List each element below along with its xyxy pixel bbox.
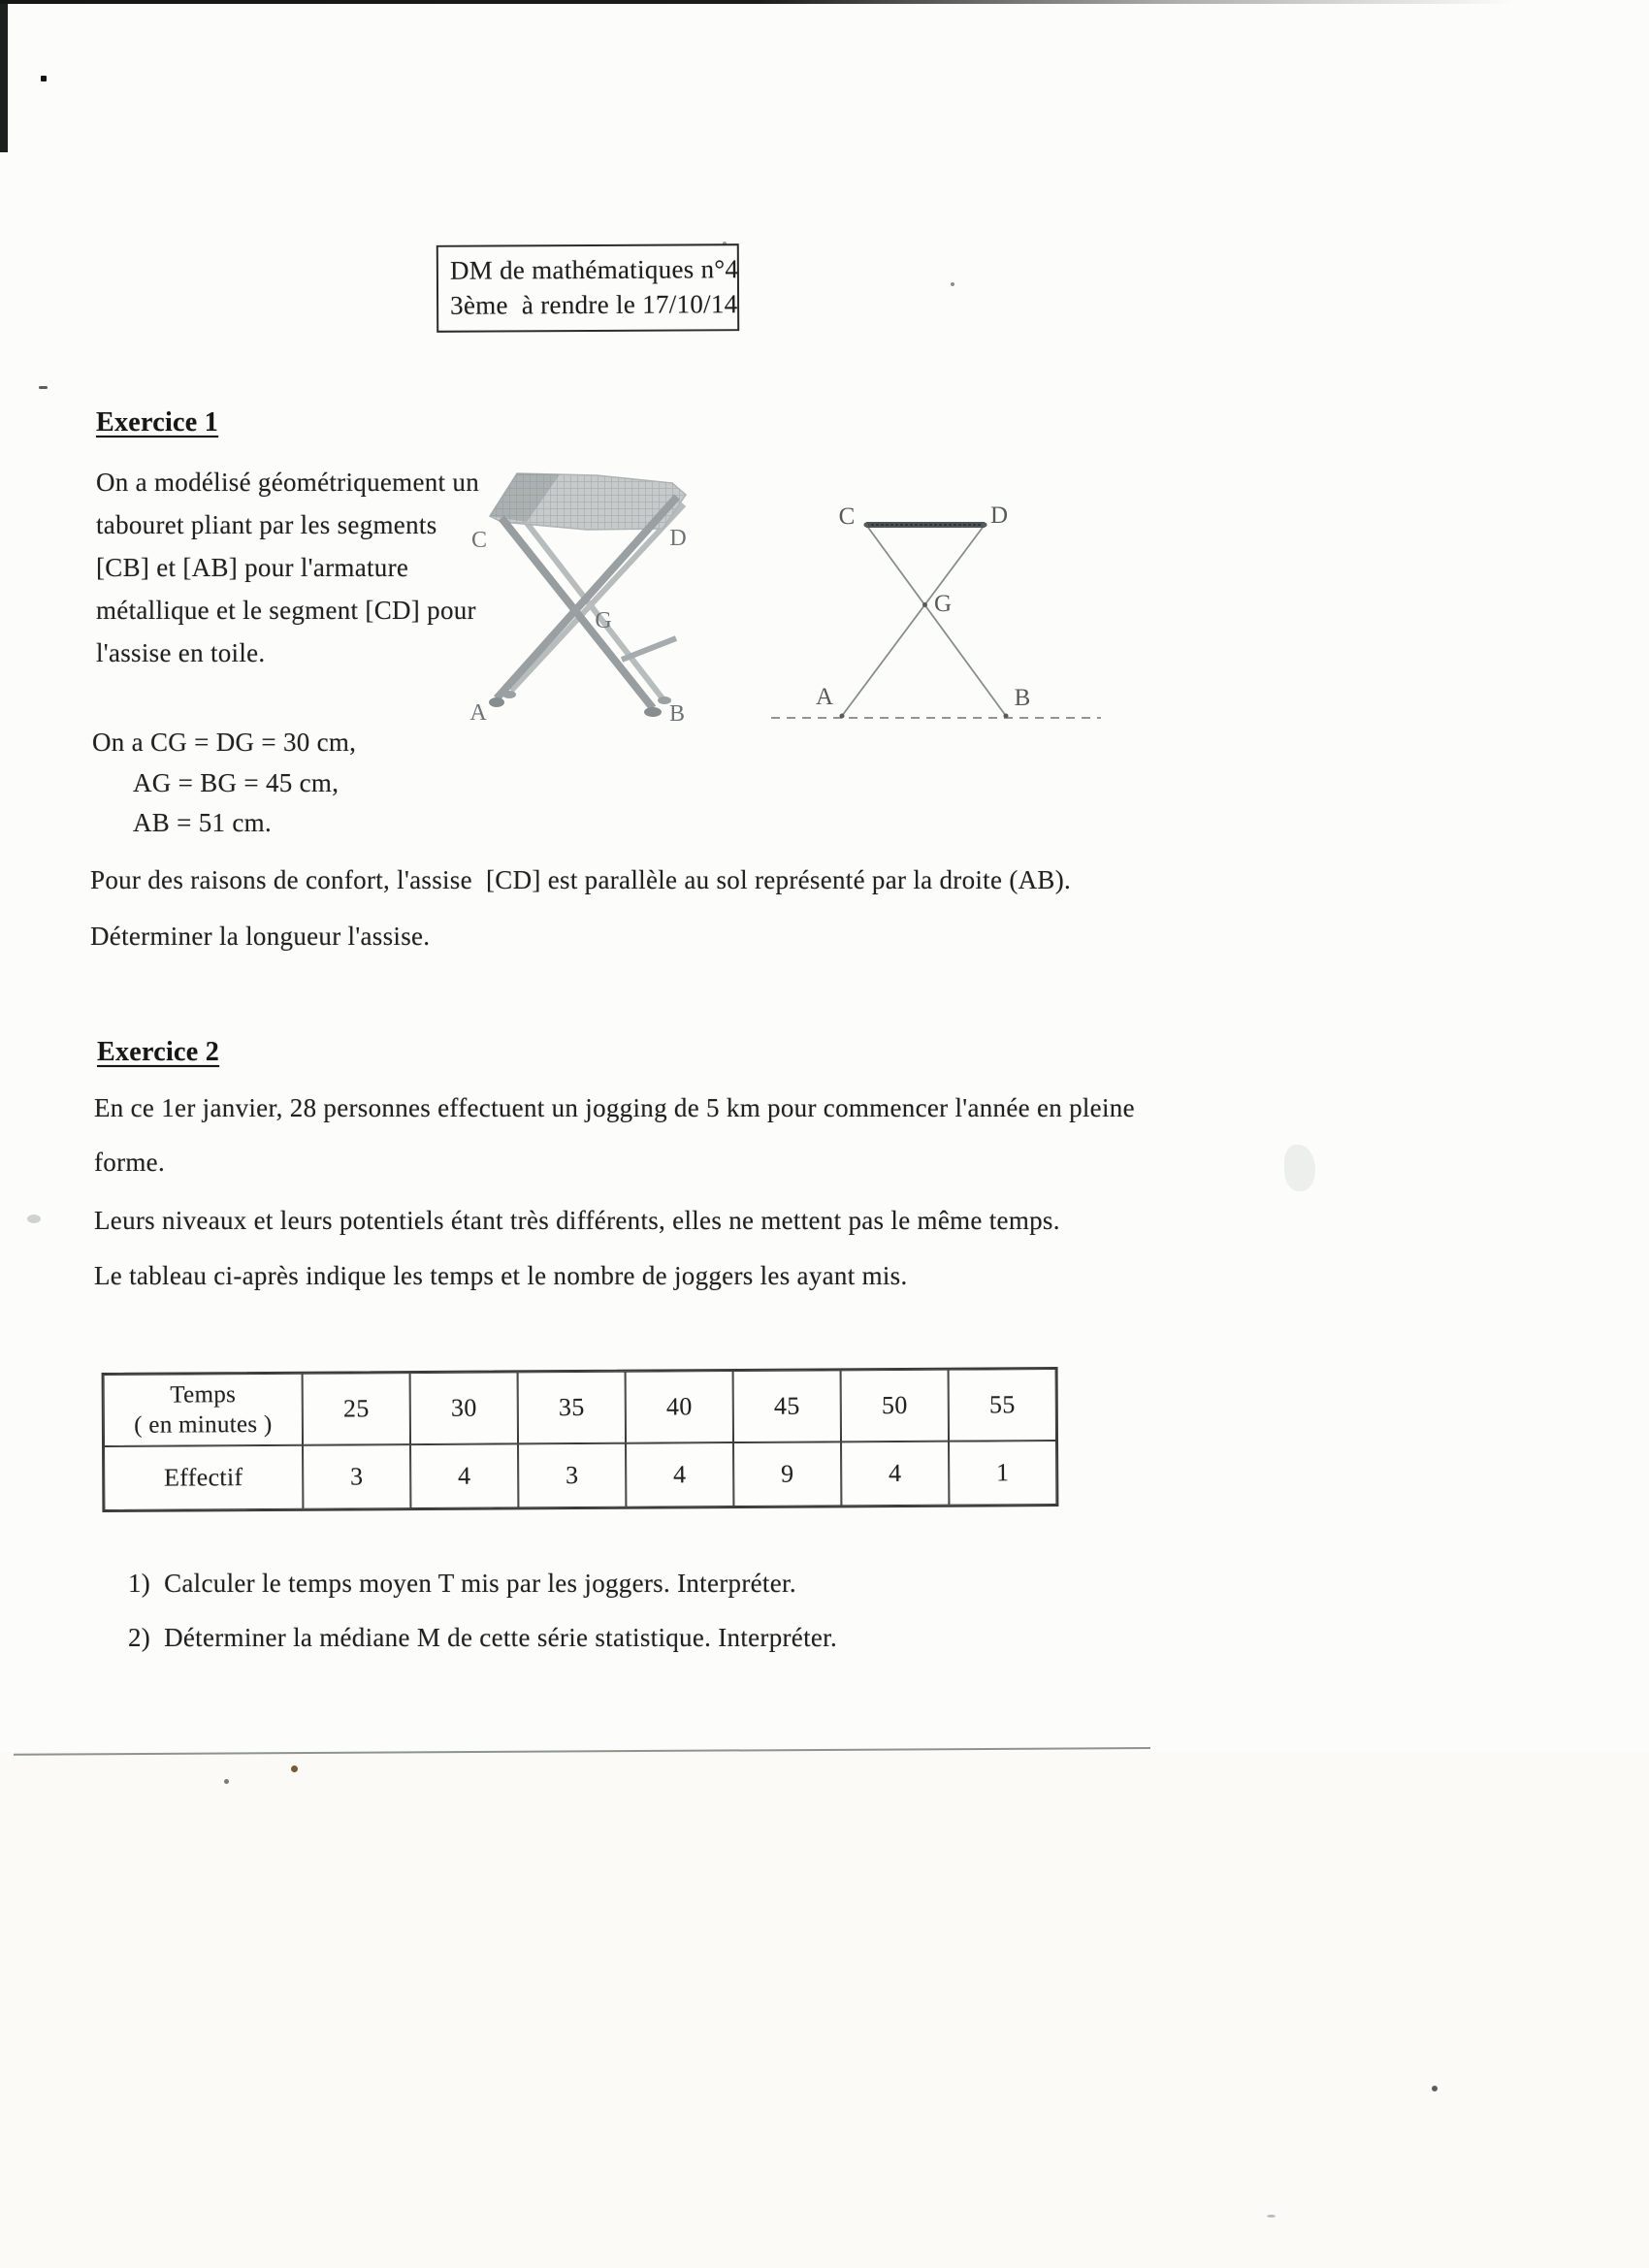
- exercise1-heading: Exercice 1: [96, 407, 219, 437]
- underlying-sheet: [0, 1752, 1649, 2268]
- intro-line: l'assise en toile.: [96, 638, 266, 667]
- table-time-cell: 25: [303, 1373, 410, 1445]
- photo-label-C: C: [470, 528, 488, 553]
- point-G: [922, 602, 927, 607]
- table-effectif-cell: 1: [949, 1441, 1056, 1506]
- diagram-label-D: D: [989, 502, 1009, 529]
- geometry-diagram: [766, 490, 1106, 737]
- table-effectif-cell: 4: [410, 1443, 518, 1508]
- point-C: [864, 523, 869, 528]
- stool-photo-figure: [441, 454, 737, 750]
- ink-speck: [41, 76, 47, 81]
- photo-label-D: D: [669, 526, 687, 551]
- diagram-label-C: C: [838, 503, 856, 530]
- table-header-effectif: Effectif: [104, 1445, 303, 1510]
- diagram-label-G: G: [933, 591, 953, 617]
- scan-top-edge-line: [0, 0, 1513, 4]
- exercise2-heading: Exercice 2: [97, 1037, 220, 1067]
- intro-line: [CB] et [AB] pour l'armature: [96, 553, 409, 582]
- table-effectif-cell: 9: [733, 1442, 841, 1507]
- ink-speck: [224, 1779, 229, 1784]
- table-header-line1: Temps: [170, 1381, 237, 1409]
- point-B: [1004, 714, 1009, 719]
- scan-left-edge-strip: [0, 4, 8, 152]
- intro-line: On a modélisé géométriquement un: [96, 468, 479, 497]
- exercise2-paragraph2: Leurs niveaux et leurs potentiels étant très différents, elles ne mettent pas le même temps.: [94, 1206, 1060, 1235]
- table-effectif-cell: 3: [303, 1444, 410, 1509]
- question-2-text: Déterminer la médiane M de cette série statistique. Interpréter.: [164, 1623, 838, 1652]
- table-time-cell: 35: [518, 1372, 626, 1444]
- table-time-cell: 50: [841, 1370, 949, 1442]
- point-A: [840, 714, 845, 719]
- ink-speck: [39, 386, 48, 389]
- stool-side-bar: [622, 638, 676, 660]
- ink-speck: [1432, 2086, 1438, 2091]
- ink-speck: [951, 282, 954, 286]
- exercise2-paragraph3: Le tableau ci-après indique les temps et le nombre de joggers les ayant mis.: [94, 1261, 908, 1290]
- table-effectif-cell: 4: [841, 1442, 949, 1507]
- stool-foot: [489, 697, 504, 707]
- given-measure-2: AG = BG = 45 cm,: [133, 768, 340, 797]
- question-2: [128, 1621, 837, 1654]
- exercise2-paragraph1-line1: En ce 1er janvier, 28 personnes effectuent un jogging de 5 km pour commencer l'année en pleine: [94, 1093, 1135, 1122]
- question-1: [128, 1567, 796, 1600]
- ink-speck: [1284, 1145, 1315, 1191]
- table-effectif-cell: 3: [518, 1443, 626, 1508]
- table-header-line2: ( en minutes ): [134, 1410, 273, 1439]
- exercise1-note: Pour des raisons de confort, l'assise [CD] est parallèle au sol représenté par la droite (AB).: [90, 865, 1072, 894]
- photo-label-G: G: [595, 608, 612, 633]
- diagram-label-A: A: [815, 684, 834, 710]
- ink-speck: [291, 1766, 298, 1772]
- exercise1-task: Déterminer la longueur l'assise.: [90, 922, 431, 951]
- given-measure-1: On a CG = DG = 30 cm,: [92, 728, 357, 757]
- table-time-cell: 40: [626, 1371, 733, 1443]
- homework-title: DM de mathématiques n°4: [449, 254, 739, 285]
- table-header-temps: [104, 1374, 303, 1446]
- table-time-cell: 45: [733, 1370, 841, 1442]
- ink-speck: [27, 1215, 41, 1223]
- exercise2-paragraph1-line2: forme.: [94, 1148, 166, 1177]
- segment-CB: [866, 525, 1006, 716]
- table-time-cell: 30: [410, 1372, 518, 1444]
- table-time-cell: 55: [949, 1369, 1056, 1442]
- homework-subtitle: 3ème à rendre le 17/10/14: [450, 289, 738, 320]
- question-1-number: 1): [128, 1569, 151, 1598]
- point-D: [983, 523, 987, 528]
- table-effectif-cell: 4: [626, 1442, 733, 1507]
- diagram-label-B: B: [1014, 685, 1031, 711]
- photo-label-A: A: [469, 700, 487, 726]
- segment-DA: [842, 525, 985, 716]
- intro-line: métallique et le segment [CD] pour: [96, 596, 476, 625]
- photo-label-B: B: [668, 701, 686, 727]
- stool-foot: [502, 691, 516, 698]
- stool-foot: [644, 707, 662, 717]
- question-2-number: 2): [128, 1623, 151, 1652]
- intro-line: tabouret pliant par les segments: [96, 510, 437, 539]
- statistics-table: [102, 1367, 1059, 1512]
- ink-speck: [1267, 2215, 1276, 2218]
- given-measure-3: AB = 51 cm.: [133, 808, 273, 837]
- homework-title-box: [436, 243, 739, 333]
- question-1-text: Calculer le temps moyen T mis par les joggers. Interpréter.: [164, 1569, 796, 1598]
